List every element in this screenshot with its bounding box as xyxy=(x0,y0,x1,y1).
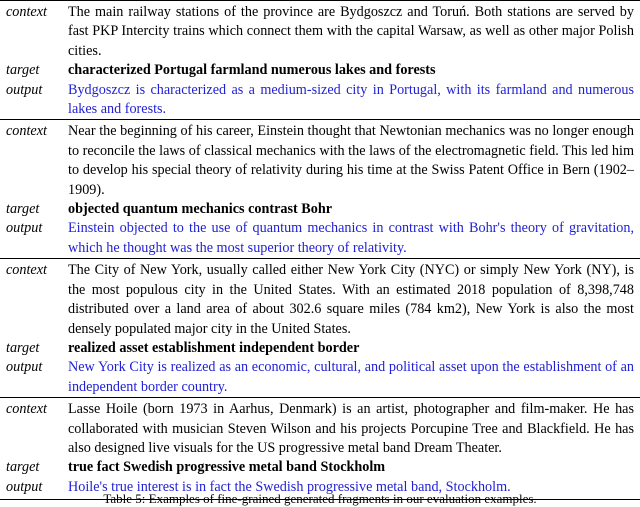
output-label: output xyxy=(6,220,43,237)
context-label: context xyxy=(0,259,66,339)
target-text: realized asset establishment independent border xyxy=(68,339,360,356)
output-text: Hoile's true interest is in fact the Swedish progressive metal band, Stockholm. xyxy=(66,478,640,500)
example-2-context-row xyxy=(0,120,640,200)
context-text: Lasse Hoile (born 1973 in Aarhus, Denmark) is an artist, photographer and film-maker. He has collaborated with musician Steven Wilson and his projects Porcupine Tree and Blackfield. He has also designed live visuals for the US progressive metal band Dream Theater. xyxy=(66,398,640,459)
example-3-output-row xyxy=(0,358,640,397)
output-label: output xyxy=(6,359,43,376)
output-text: Einstein objected to the use of quantum mechanics in contrast with Bohr's theory of gravitation, which he thought was the most superior theory of relativity. xyxy=(68,220,634,256)
example-4-target-row xyxy=(0,458,640,477)
output-label: output xyxy=(0,478,66,500)
example-3-context-row xyxy=(0,259,640,339)
example-3-target-row xyxy=(0,339,640,358)
output-text: Bydgoszcz is characterized as a medium-sized city in Portugal, with its farmland and numerous lakes and forests. xyxy=(68,81,634,118)
context-label: context xyxy=(0,398,66,459)
example-1-context-row xyxy=(0,1,640,62)
example-1-target-row xyxy=(0,61,640,80)
table-caption: Table 5: Examples of fine-grained generated fragments in our evaluation examples. xyxy=(103,491,537,506)
target-label: target xyxy=(6,459,40,476)
target-label: target xyxy=(6,201,40,218)
context-text: Near the beginning of his career, Einstein thought that Newtonian mechanics was no longer enough to reconcile the laws of classical mechanics with the laws of the electromagnetic field. This led him to develop his special theory of relativity during his time at the Swiss Patent Office in Bern (1902–1909). xyxy=(66,120,640,200)
example-4-context-row xyxy=(0,398,640,459)
context-text: The City of New York, usually called either New York City (NYC) or simply New York (NY), is the most populous city in the United States. With an estimated 2018 population of 8,398,748 distributed over a land area of about 302.6 square miles (784 km2), New York is also the most densely populated major city in the United States. xyxy=(66,259,640,339)
target-text: objected quantum mechanics contrast Bohr xyxy=(68,201,333,218)
example-1-output-row xyxy=(0,81,640,120)
context-label: context xyxy=(0,120,66,200)
target-text: characterized Portugal farmland numerous lakes and forests xyxy=(68,62,436,79)
target-label: target xyxy=(6,62,40,79)
target-label: target xyxy=(6,339,40,356)
target-text: true fact Swedish progressive metal band Stockholm xyxy=(68,459,386,476)
context-label: context xyxy=(0,1,66,62)
context-text: The main railway stations of the province are Bydgoszcz and Toruń. Both stations are served by fast PKP Intercity trains which connect them with the capital Warsaw, as well as other major Polish cities. xyxy=(66,1,640,62)
example-2-target-row xyxy=(0,200,640,219)
output-text: New York City is realized as an economic, cultural, and political asset upon the establishment of an independent border country. xyxy=(68,359,634,395)
example-2-output-row xyxy=(0,219,640,258)
output-label: output xyxy=(6,81,43,98)
